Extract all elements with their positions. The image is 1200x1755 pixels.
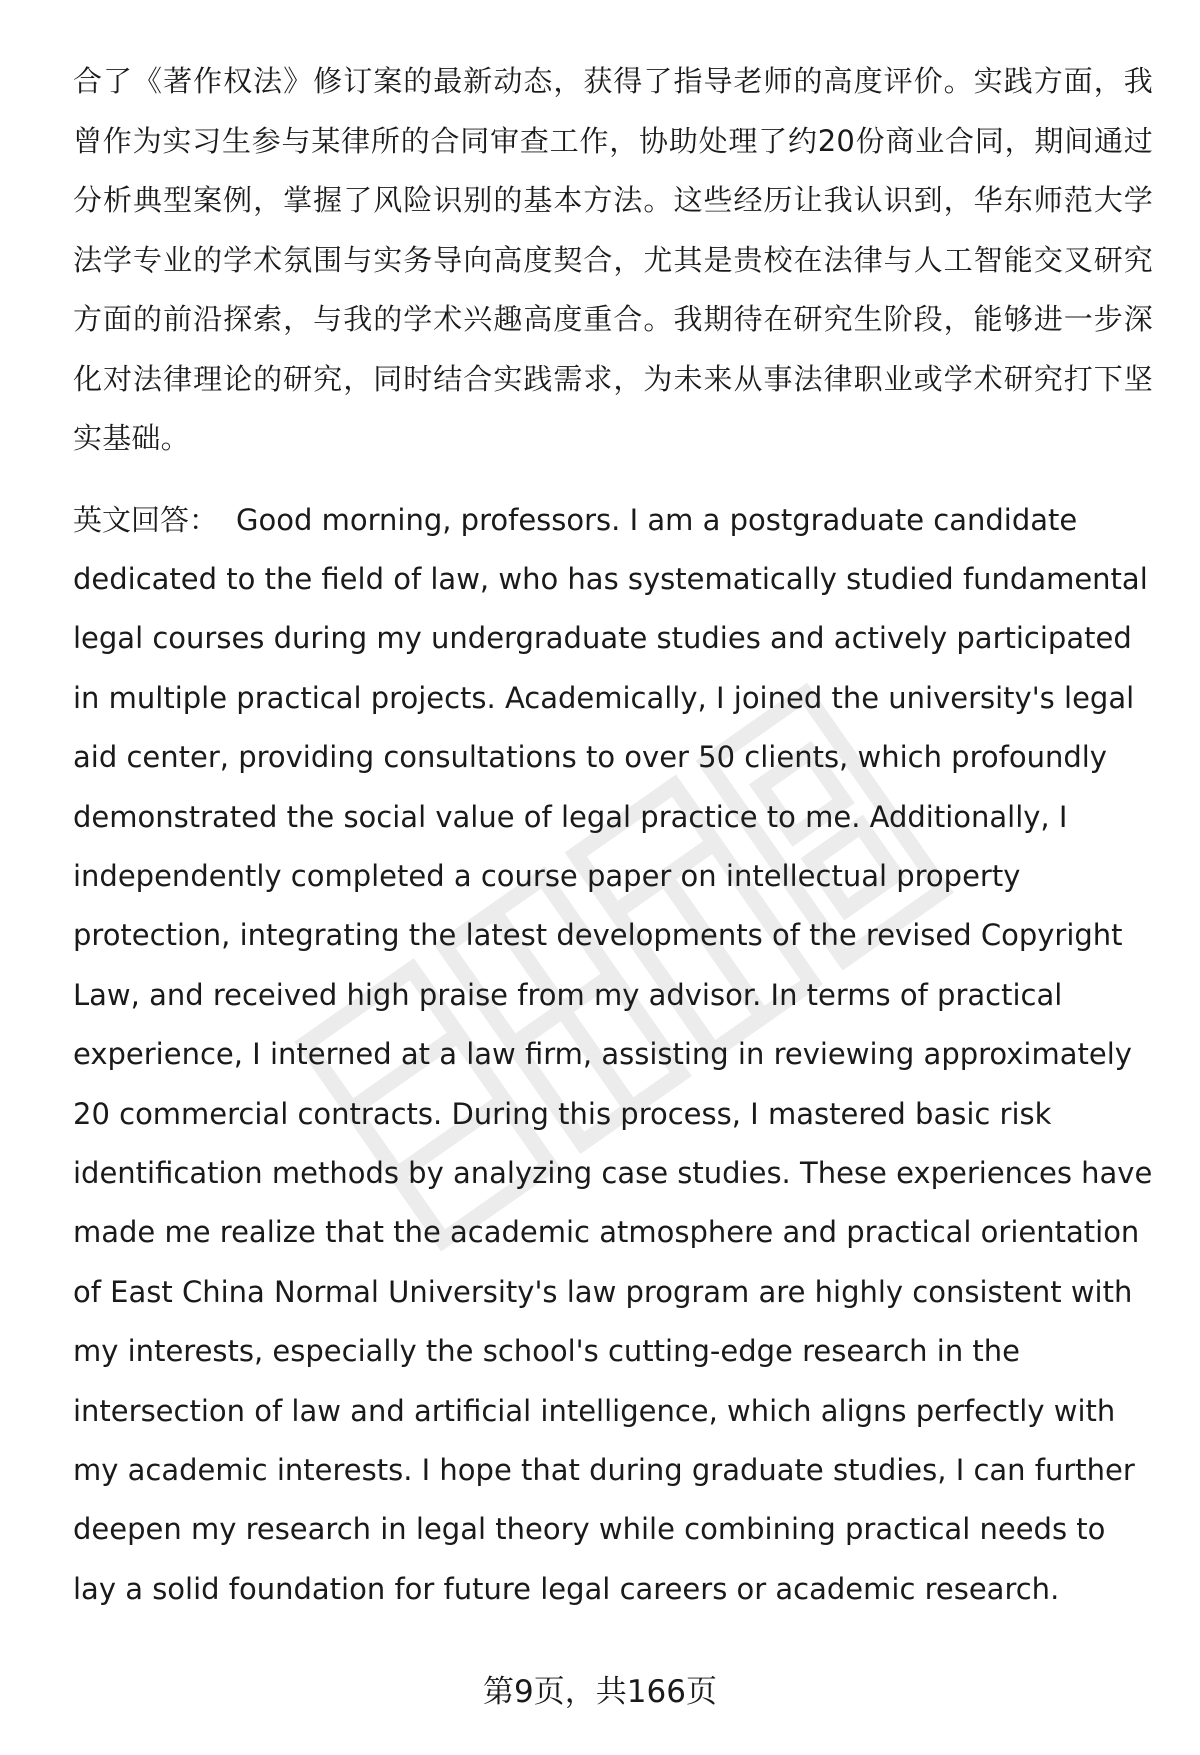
- english-answer-label: 英文回答：: [73, 502, 219, 537]
- document-body: [73, 52, 1153, 1619]
- page-number-footer: 第9页，共166页: [483, 1674, 717, 1710]
- english-answer-text: Good morning, professors. I am a postgraduate candidate dedicated to the field of law, who has systematically studied fundamental legal courses during my undergraduate studies and actively participated in multiple practical projects. Academically, I joined the university's legal aid center, providing consultations to over 50 clients, which profoundly demonstrated the social value of legal practice to me. Additionally, I independently completed a course paper on intellectual property protection, integrating the latest developments of the revised Copyright Law, and received high praise from my advisor. In terms of practical experience, I interned at a law firm, assisting in reviewing approximately 20 commercial contracts. During this process, I mastered basic risk identification methods by analyzing case studies. These experiences have made me realize that the academic atmosphere and practical orientation of East China Normal University's law program are highly consistent with my interests, especially the school's cutting-edge research in the intersection of law and artificial intelligence, which aligns perfectly with my academic interests. I hope that during graduate studies, I can further deepen my research in legal theory while combining practical needs to lay a solid foundation for future legal careers or academic research.: [73, 502, 1153, 1606]
- english-answer-paragraph: [73, 491, 1153, 1620]
- chinese-paragraph: 合了《著作权法》修订案的最新动态，获得了指导老师的高度评价。实践方面，我曾作为实习生参与某律所的合同审查工作，协助处理了约20份商业合同，期间通过分析典型案例，掌握了风险识别的基本方法。这些经历让我认识到，华东师范大学法学专业的学术氛围与实务导向高度契合，尤其是贵校在法律与人工智能交叉研究方面的前沿探索，与我的学术兴趣高度重合。我期待在研究生阶段，能够进一步深化对法律理论的研究，同时结合实践需求，为未来从事法律职业或学术研究打下坚实基础。: [73, 64, 1153, 455]
